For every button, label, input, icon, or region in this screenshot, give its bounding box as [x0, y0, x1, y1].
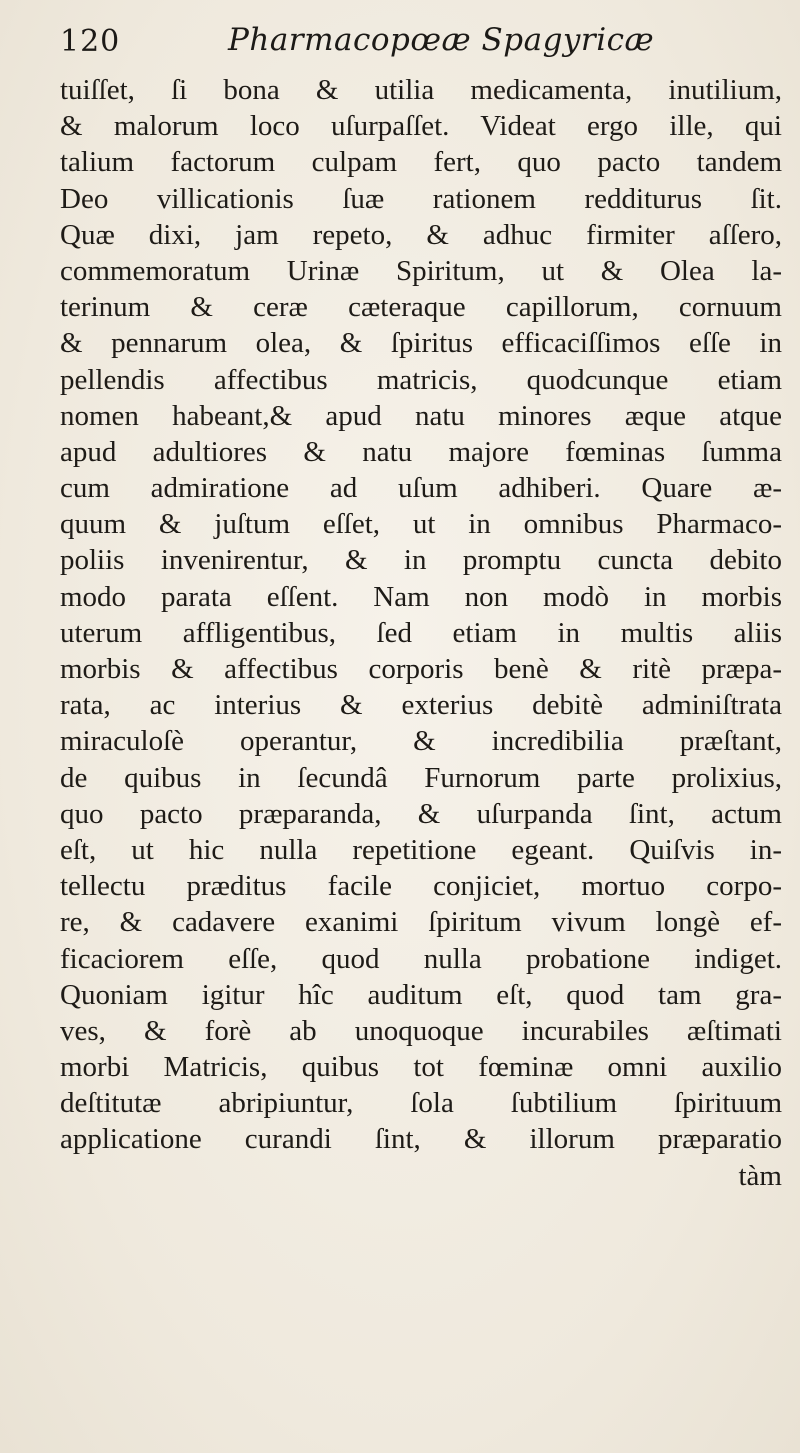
text-line: cum admiratione ad uſum adhiberi. Quare æ-	[60, 472, 782, 505]
text-line: poliis invenirentur, & in promptu cuncta debito	[60, 544, 782, 577]
text-line: talium factorum culpam fert, quo pacto tandem	[60, 146, 782, 179]
text-line: pellendis affectibus matricis, quodcunque etiam	[60, 363, 782, 396]
text-line: de quibus in ſecundâ Furnorum parte prolixius,	[60, 761, 782, 794]
running-title: Pharmacopœæ Spagyricæ	[228, 22, 655, 58]
text-line: apud adultiores & natu majore fœminas ſumma	[60, 435, 782, 468]
text-line: quum & juſtum eſſet, ut in omnibus Pharmaco-	[60, 508, 782, 541]
text-line: & pennarum olea, & ſpiritus efficaciſſimos eſſe in	[60, 327, 782, 360]
text-line: tuiſſet, ſi bona & utilia medicamenta, inutilium,	[60, 74, 782, 106]
text-line: rata, ac interius & exterius debitè adminiſtrata	[60, 689, 782, 722]
text-line: miraculoſè operantur, & incredibilia præſtant,	[60, 725, 782, 758]
text-line: applicatione curandi ſint, & illorum præparatio	[60, 1123, 782, 1156]
text-line: & malorum loco uſurpaſſet. Videat ergo ille, qui	[60, 110, 782, 143]
text-line: tellectu præditus facile conjiciet, mortuo corpo-	[60, 870, 782, 903]
text-line: eſt, ut hic nulla repetitione egeant. Quiſvis in-	[60, 833, 782, 866]
text-line: Quæ dixi, jam repeto, & adhuc firmiter aſſero,	[60, 218, 782, 251]
text-line: uterum affligentibus, ſed etiam in multis aliis	[60, 616, 782, 649]
text-line: morbi Matricis, quibus tot fœminæ omni auxilio	[60, 1051, 782, 1084]
text-line: Quoniam igitur hîc auditum eſt, quod tam gra-	[60, 978, 782, 1011]
text-line: re, & cadavere exanimi ſpiritum vivum longè ef-	[60, 906, 782, 939]
text-line: ficaciorem eſſe, quod nulla probatione indiget.	[60, 942, 782, 975]
text-line: terinum & ceræ cæteraque capillorum, cornuum	[60, 291, 782, 324]
text-line: deſtitutæ abripiuntur, ſola ſubtilium ſpirituum	[60, 1087, 782, 1120]
text-line: quo pacto præparanda, & uſurpanda ſint, actum	[60, 797, 782, 830]
catchword: tàm	[738, 1159, 782, 1192]
text-line: commemoratum Urinæ Spiritum, ut & Olea la-	[60, 254, 782, 287]
text-line: morbis & affectibus corporis benè & ritè præpa-	[60, 653, 782, 685]
text-line: modo parata eſſent. Nam non modò in morbis	[60, 580, 782, 613]
text-line: Deo villicationis ſuæ rationem redditurus ſit.	[60, 182, 782, 215]
page-number: 120	[60, 24, 121, 59]
body-text	[60, 72, 782, 1194]
page-header	[60, 14, 780, 64]
text-line: nomen habeant,& apud natu minores æque atque	[60, 399, 782, 432]
text-line: ves, & forè ab unoquoque incurabiles æſtimati	[60, 1014, 782, 1047]
